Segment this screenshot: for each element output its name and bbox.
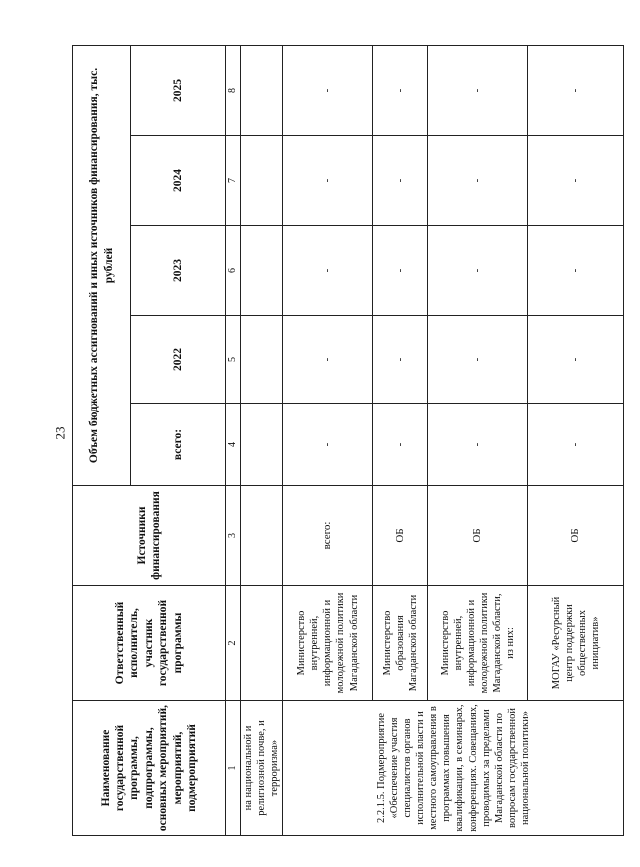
header-source: Источники финансирования (73, 486, 226, 586)
column-number-row (226, 45, 241, 835)
col-number: 1 (226, 701, 241, 836)
value-2024: - (528, 136, 624, 226)
continuation-row (241, 45, 283, 835)
col-number: 3 (226, 486, 241, 586)
value-total: - (283, 404, 373, 486)
source-cell: ОБ (528, 486, 624, 586)
value-2023: - (528, 226, 624, 316)
col-number: 2 (226, 586, 241, 701)
value-2025: - (283, 45, 373, 135)
value-2024: - (373, 136, 428, 226)
col-number: 6 (226, 226, 241, 316)
executor-cell: Министерство образования Магаданской области (373, 586, 428, 701)
executor-cell: МОГАУ «Ресурсный центр поддержки общественных инициатив» (528, 586, 624, 701)
value-2025: - (428, 45, 528, 135)
source-cell: всего: (283, 486, 373, 586)
col-number: 4 (226, 404, 241, 486)
source-cell: ОБ (373, 486, 428, 586)
source-cell: ОБ (428, 486, 528, 586)
header-2024: 2024 (131, 136, 226, 226)
col-number: 8 (226, 45, 241, 135)
header-executor: Ответственный исполнитель, участник государственной программы (73, 586, 226, 701)
rotated-content (72, 46, 622, 836)
submeasure-name: 2.2.1.5. Подмероприятие «Обеспечение участия специалистов органов исполнительной власти и местного самоуправления в программах повышения квалификации, в семинарах, конференциях. Совещаниях, проводимых за пределами Магаданской области по вопросам государственной национальной политики» (283, 701, 624, 836)
header-funding-group: Объем бюджетных ассигнований и иных источников финансирования, тыс. рублей (73, 45, 131, 485)
value-2024: - (428, 136, 528, 226)
page-number: 23 (52, 426, 67, 440)
value-2022: - (373, 316, 428, 404)
header-2023: 2023 (131, 226, 226, 316)
value-total: - (428, 404, 528, 486)
value-2025: - (373, 45, 428, 135)
value-2023: - (428, 226, 528, 316)
value-2022: - (283, 316, 373, 404)
continuation-text: на национальной и религиозной почве, и терроризма» (241, 701, 283, 836)
value-2025: - (528, 45, 624, 135)
col-number: 5 (226, 316, 241, 404)
value-2023: - (373, 226, 428, 316)
value-2022: - (528, 316, 624, 404)
value-2023: - (283, 226, 373, 316)
rotated-sheet (72, 46, 622, 836)
value-2022: - (428, 316, 528, 404)
header-total: всего: (131, 404, 226, 486)
value-total: - (528, 404, 624, 486)
value-2024: - (283, 136, 373, 226)
executor-cell: Министерство внутренней, информационной и молодежной политики Магаданской области, из них: (428, 586, 528, 701)
header-2022: 2022 (131, 316, 226, 404)
executor-cell: Министерство внутренней, информационной и молодежной политики Магаданской области (283, 586, 373, 701)
header-name: Наименование государственной программы, подпрограммы, основных мероприятий, мероприятий, подмероприятий (73, 701, 226, 836)
header-2025: 2025 (131, 45, 226, 135)
table-row (283, 45, 373, 835)
col-number: 7 (226, 136, 241, 226)
value-total: - (373, 404, 428, 486)
financing-table (72, 45, 624, 836)
